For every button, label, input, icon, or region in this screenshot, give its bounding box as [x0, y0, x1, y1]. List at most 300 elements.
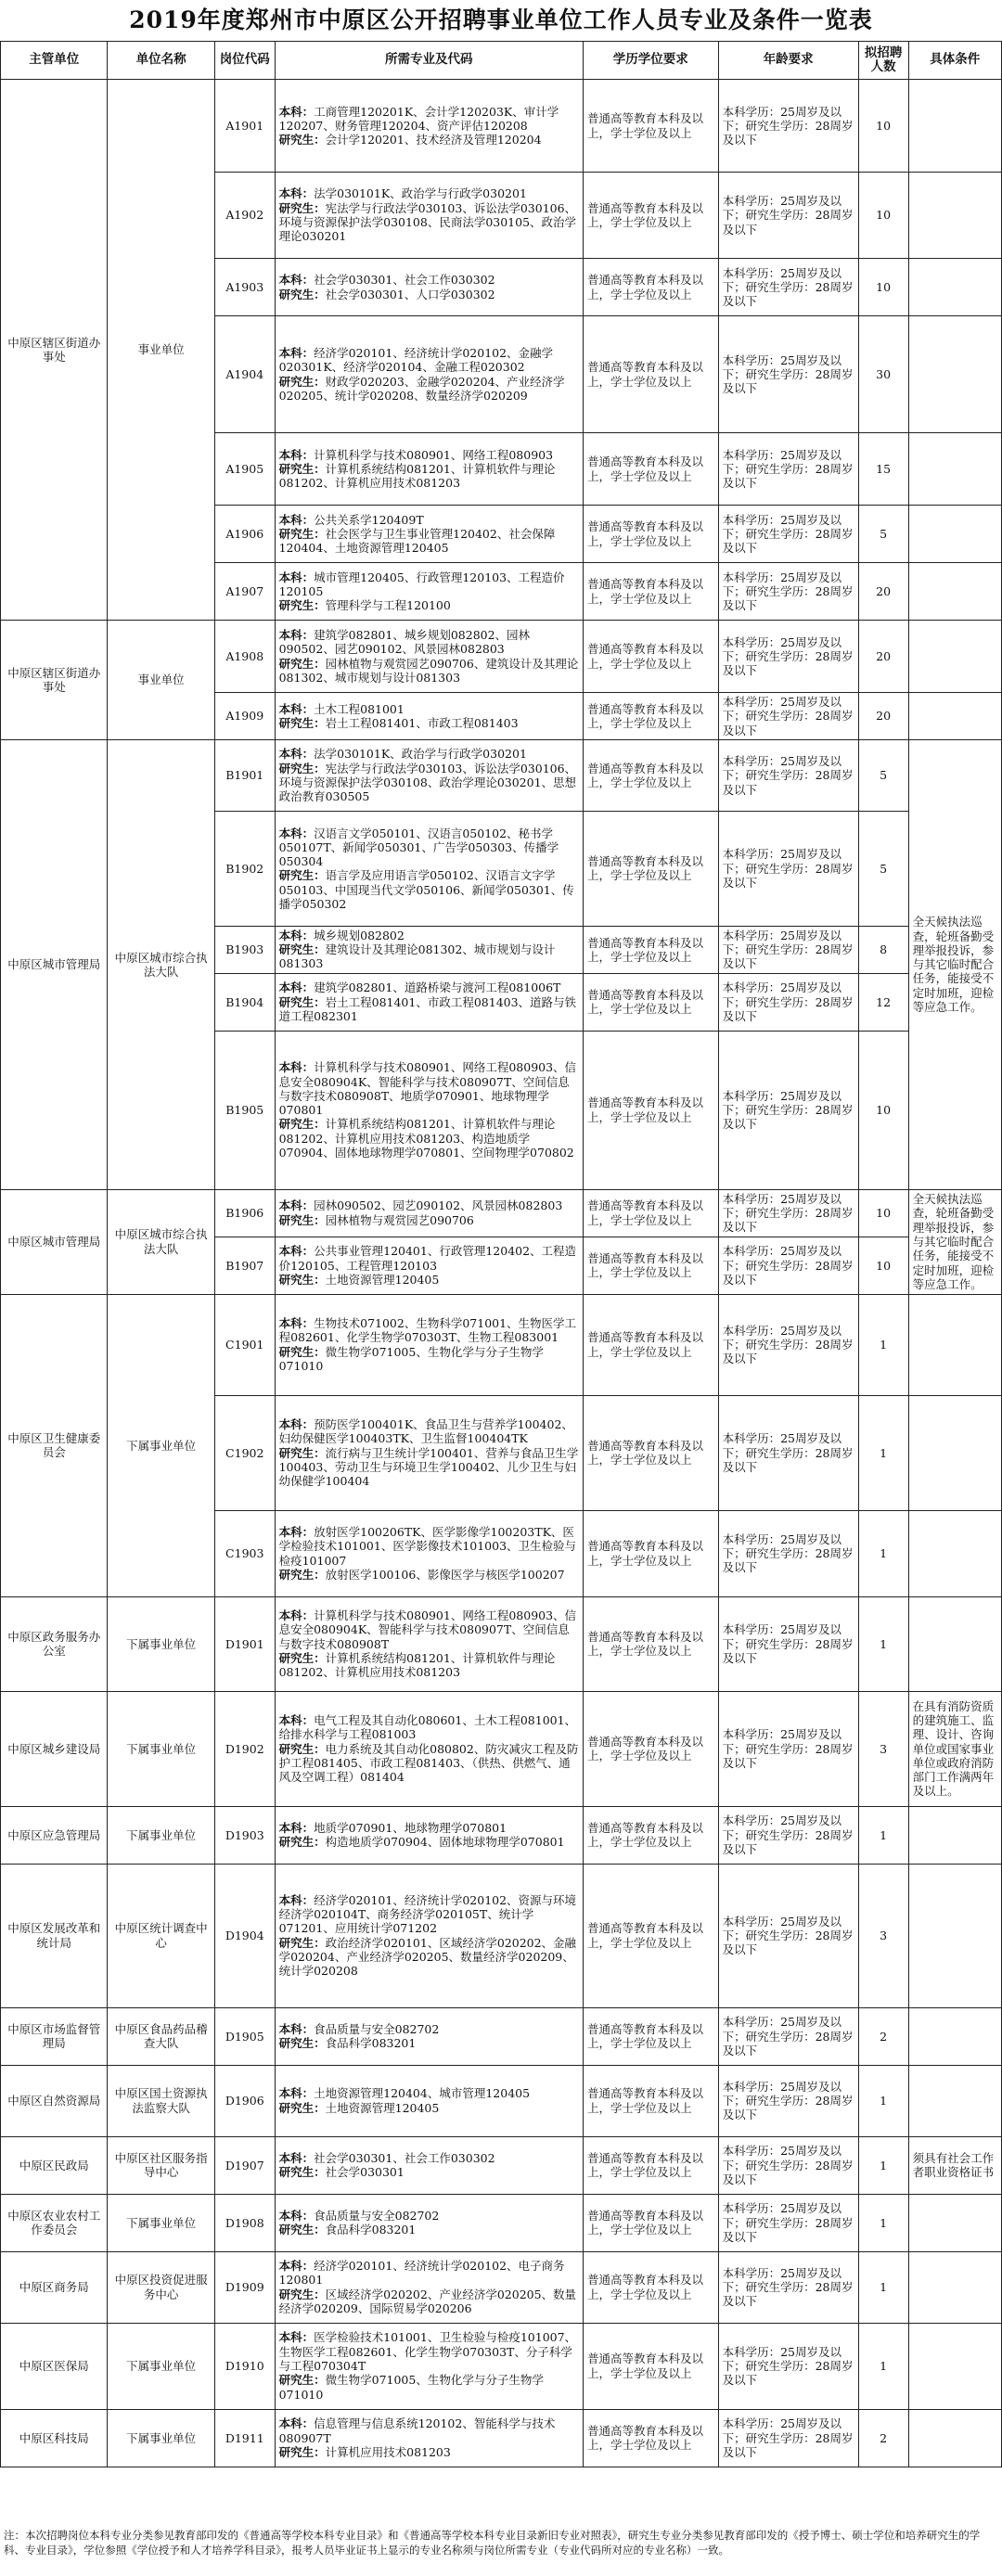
unit-cell: 下属事业单位: [108, 2323, 214, 2409]
count-cell: 8: [858, 926, 908, 973]
unit-cell: 中原区统计调查中心: [108, 1864, 214, 2007]
education-cell: 普通高等教育本科及以上，学士学位及以上: [583, 2007, 718, 2065]
degree-label: 研究生：: [278, 200, 326, 215]
age-cell: 本科学历：25周岁及以下；研究生学历：28周岁及以下: [718, 433, 858, 506]
major-codes: 汉语言文学050101、汉语言050102、秘书学050107T、新闻学050301、广告学050303、传播学050304: [278, 826, 559, 869]
major-codes: 食品质量与安全082702: [314, 2021, 440, 2036]
major-line: [279, 273, 579, 287]
major-codes: 社会学030301、社会工作030302: [314, 273, 495, 288]
major-codes: 食品科学083201: [325, 2036, 417, 2051]
education-cell: 普通高等教育本科及以上，学士学位及以上: [583, 1189, 718, 1237]
age-cell: 本科学历：25周岁及以下；研究生学历：28周岁及以下: [718, 811, 858, 926]
degree-label: 本科：: [278, 980, 315, 995]
count-cell: 15: [858, 433, 908, 506]
degree-label: 研究生：: [278, 2100, 326, 2115]
major-cell: [275, 1510, 583, 1596]
education-cell: 普通高等教育本科及以上，学士学位及以上: [583, 973, 718, 1031]
major-cell: [275, 2136, 583, 2194]
major-line: [279, 2288, 579, 2316]
position-code-cell: D1904: [214, 1864, 275, 2007]
position-code-cell: D1907: [214, 2136, 275, 2194]
education-cell: 普通高等教育本科及以上，学士学位及以上: [583, 1237, 718, 1294]
department-cell: 中原区医保局: [1, 2323, 108, 2409]
degree-label: 研究生：: [278, 1835, 326, 1850]
position-code-cell: D1911: [214, 2409, 275, 2467]
education-cell: 普通高等教育本科及以上，学士学位及以上: [583, 80, 718, 173]
conditions-cell: [908, 2007, 1001, 2065]
position-code-cell: A1907: [214, 563, 275, 621]
major-cell: [275, 316, 583, 433]
major-cell: [275, 1596, 583, 1691]
major-line: [279, 186, 579, 200]
major-line: [279, 1345, 579, 1374]
major-codes: 建筑学082801、城乡规划082802、园林090502、园艺090102、风景园林082803: [278, 627, 531, 657]
count-cell: 20: [858, 621, 908, 693]
degree-label: 研究生：: [278, 1117, 326, 1132]
major-codes: 计算机科学与技术080901、网络工程080903、信息安全080904K、智能科学与技术080907T、空间信息与数字技术080908T: [278, 1608, 577, 1651]
department-cell: 中原区卫生健康委员会: [1, 1294, 108, 1596]
header-dept: 主管单位: [1, 42, 108, 80]
major-line: [279, 1273, 579, 1287]
table-row: [1, 2323, 1002, 2409]
major-cell: [275, 1031, 583, 1189]
degree-label: 本科：: [278, 747, 315, 762]
unit-cell: 中原区国土资源执法监察大队: [108, 2065, 214, 2136]
unit-cell: 下属事业单位: [108, 1294, 214, 1596]
conditions-cell: [908, 1510, 1001, 1596]
major-cell: [275, 1395, 583, 1510]
major-codes: 生物技术071002、生物科学071001、生物医学工程082601、化学生物学070303T、生物工程083001: [278, 1316, 577, 1345]
degree-label: 本科：: [278, 512, 315, 527]
major-line: [279, 1198, 579, 1212]
major-line: [279, 1244, 579, 1273]
major-line: [279, 1060, 579, 1117]
major-line: [279, 2165, 579, 2179]
major-codes: 工商管理120201K、会计学120203K、审计学120207、财务管理120204、资产评估120208: [278, 104, 559, 133]
major-codes: 宪法学与行政法学030103、诉讼法学030106、环境与资源保护法学030108、政治学理论030201、思想政治教育030505: [278, 761, 577, 804]
major-codes: 管理科学与工程120100: [325, 598, 451, 613]
major-codes: 放射医学100106、影像医学与核医学100207: [325, 1567, 565, 1582]
major-codes: 岩土工程081401、市政工程081403: [325, 715, 519, 730]
major-cell: [275, 2409, 583, 2467]
major-cell: [275, 1189, 583, 1237]
count-cell: 10: [858, 1031, 908, 1189]
major-line: [279, 346, 579, 375]
count-cell: 5: [858, 506, 908, 563]
conditions-cell: [908, 173, 1001, 259]
major-codes: 土木工程081001: [314, 701, 405, 716]
age-cell: 本科学历：25周岁及以下；研究生学历：28周岁及以下: [718, 693, 858, 740]
unit-cell: 中原区城市综合执法大队: [108, 1189, 214, 1294]
position-code-cell: A1905: [214, 433, 275, 506]
major-codes: 园林植物与观赏园艺090706: [325, 1212, 474, 1227]
degree-label: 研究生：: [278, 526, 326, 541]
major-line: [279, 375, 579, 404]
age-cell: 本科学历：25周岁及以下；研究生学历：28周岁及以下: [718, 2409, 858, 2467]
major-codes: 医学检验技术101001、卫生检验与检疫101007、生物医学工程082601、化学生物学070303T、分子科学与工程070304T: [278, 2330, 577, 2374]
count-cell: 3: [858, 1691, 908, 1806]
major-codes: 建筑学082801、道路桥梁与渡河工程081006T: [314, 980, 561, 995]
major-cell: [275, 259, 583, 316]
major-line: [279, 1417, 579, 1446]
position-code-cell: D1905: [214, 2007, 275, 2065]
degree-label: 研究生：: [278, 1212, 326, 1227]
major-line: [279, 942, 579, 971]
major-line: [279, 2259, 579, 2288]
age-cell: 本科学历：25周岁及以下；研究生学历：28周岁及以下: [718, 506, 858, 563]
unit-cell: 事业单位: [108, 80, 214, 621]
department-cell: 中原区农业农村工作委员会: [1, 2194, 108, 2251]
major-line: [279, 598, 579, 612]
major-cell: [275, 1294, 583, 1395]
age-cell: 本科学历：25周岁及以下；研究生学历：28周岁及以下: [718, 1395, 858, 1510]
major-line: [279, 1713, 579, 1742]
degree-label: 本科：: [278, 1892, 315, 1907]
major-cell: [275, 1806, 583, 1864]
age-cell: 本科学历：25周岁及以下；研究生学历：28周岁及以下: [718, 973, 858, 1031]
age-cell: 本科学历：25周岁及以下；研究生学历：28周岁及以下: [718, 563, 858, 621]
major-codes: 公共关系学120409T: [314, 512, 424, 527]
major-line: [279, 1568, 579, 1582]
degree-label: 本科：: [278, 2021, 315, 2036]
unit-cell: 中原区投资促进服务中心: [108, 2251, 214, 2323]
major-codes: 建筑设计及其理论081302、城市规划与设计081303: [278, 942, 556, 971]
major-codes: 经济学020101、经济统计学020102、电子商务120801: [278, 2259, 565, 2288]
age-cell: 本科学历：25周岁及以下；研究生学历：28周岁及以下: [718, 1864, 858, 2007]
major-line: [279, 1651, 579, 1680]
degree-label: 本科：: [278, 826, 315, 840]
major-codes: 土地资源管理120404、城市管理120405: [314, 2086, 531, 2101]
table-row: [1, 1189, 1002, 1237]
major-codes: 经济学020101、经济统计学020102、金融学020301K、经济学020104、金融工程020302: [278, 345, 554, 375]
count-cell: 5: [858, 811, 908, 926]
age-cell: 本科学历：25周岁及以下；研究生学历：28周岁及以下: [718, 173, 858, 259]
major-cell: [275, 926, 583, 973]
count-cell: 12: [858, 973, 908, 1031]
major-line: [279, 2209, 579, 2223]
major-line: [279, 1525, 579, 1568]
major-codes: 信息管理与信息系统120102、智能科学与技术080907T: [278, 2416, 556, 2445]
education-cell: 普通高等教育本科及以上，学士学位及以上: [583, 811, 718, 926]
major-codes: 财政学020203、金融学020204、产业经济学020205、统计学020208、数量经济学020209: [278, 374, 565, 403]
major-line: [279, 1835, 579, 1849]
position-code-cell: D1901: [214, 1596, 275, 1691]
major-cell: [275, 433, 583, 506]
major-codes: 经济学020101、经济统计学020102、资源与环境经济学020104T、商务经济学020105T、统计学071201、应用统计学071202: [278, 1892, 577, 1936]
major-cell: [275, 1237, 583, 1294]
degree-label: 本科：: [278, 1416, 315, 1431]
major-line: [279, 929, 579, 942]
major-line: [279, 1316, 579, 1345]
major-line: [279, 570, 579, 599]
education-cell: 普通高等教育本科及以上，学士学位及以上: [583, 316, 718, 433]
major-cell: [275, 2194, 583, 2251]
major-line: [279, 980, 579, 994]
major-line: [279, 1821, 579, 1835]
education-cell: 普通高等教育本科及以上，学士学位及以上: [583, 2136, 718, 2194]
major-codes: 构造地质学070904、固体地球物理学070801: [325, 1835, 565, 1850]
degree-label: 研究生：: [278, 2373, 326, 2388]
position-code-cell: B1903: [214, 926, 275, 973]
age-cell: 本科学历：25周岁及以下；研究生学历：28周岁及以下: [718, 2065, 858, 2136]
conditions-cell: [908, 621, 1001, 693]
major-line: [279, 716, 579, 730]
major-line: [279, 1608, 579, 1651]
department-cell: 中原区商务局: [1, 2251, 108, 2323]
count-cell: 10: [858, 1189, 908, 1237]
header-age: 年龄要求: [718, 42, 858, 80]
department-cell: 中原区市场监督管理局: [1, 2007, 108, 2065]
major-codes: 社会学030301、人口学030302: [325, 287, 495, 301]
age-cell: 本科学历：25周岁及以下；研究生学历：28周岁及以下: [718, 1031, 858, 1189]
major-codes: 社会学030301: [325, 2165, 405, 2180]
table-row: [1, 2065, 1002, 2136]
major-cell: [275, 739, 583, 811]
count-cell: 10: [858, 259, 908, 316]
degree-label: 本科：: [278, 627, 315, 642]
education-cell: 普通高等教育本科及以上，学士学位及以上: [583, 506, 718, 563]
department-cell: 中原区辖区街道办事处: [1, 621, 108, 740]
education-cell: 普通高等教育本科及以上，学士学位及以上: [583, 693, 718, 740]
major-codes: 电力系统及其自动化080802、防灾减灾工程及防护工程081405、市政工程081403、（供热、供燃气、通风及空调工程）081404: [278, 1741, 579, 1785]
degree-label: 本科：: [278, 1198, 315, 1213]
education-cell: 普通高等教育本科及以上，学士学位及以上: [583, 1864, 718, 2007]
degree-label: 本科：: [278, 186, 315, 201]
major-line: [279, 201, 579, 244]
conditions-cell: [908, 693, 1001, 740]
position-code-cell: B1905: [214, 1031, 275, 1189]
position-code-cell: A1903: [214, 259, 275, 316]
position-code-cell: B1901: [214, 739, 275, 811]
conditions-cell: 全天候执法巡查，轮班备勤受理举报投诉，参与其它临时配合任务，能接受不定时加班，迎检等应急工作。: [908, 739, 1001, 1189]
degree-label: 研究生：: [278, 2223, 326, 2237]
major-codes: 公共事业管理120401、行政管理120402、工程造价120105、工程管理120103: [278, 1244, 577, 1273]
department-cell: 中原区民政局: [1, 2136, 108, 2194]
degree-label: 本科：: [278, 2150, 315, 2165]
major-codes: 计算机科学与技术080901、网络工程080903、信息安全080904K、智能科学与技术080907T、空间信息与数字技术080908T、地质学070901、地球物理学070801: [278, 1060, 577, 1118]
education-cell: 普通高等教育本科及以上，学士学位及以上: [583, 563, 718, 621]
major-line: [279, 2373, 579, 2402]
page-title: 2019年度郑州市中原区公开招聘事业单位工作人员专业及条件一览表: [129, 6, 873, 33]
age-cell: 本科学历：25周岁及以下；研究生学历：28周岁及以下: [718, 259, 858, 316]
major-codes: 微生物学071005、生物化学与分子生物学071010: [278, 2373, 544, 2402]
education-cell: 普通高等教育本科及以上，学士学位及以上: [583, 1806, 718, 1864]
table-row: [1, 621, 1002, 693]
education-cell: 普通高等教育本科及以上，学士学位及以上: [583, 2323, 718, 2409]
education-cell: 普通高等教育本科及以上，学士学位及以上: [583, 433, 718, 506]
major-line: [279, 1936, 579, 1979]
degree-label: 研究生：: [278, 2165, 326, 2180]
major-codes: 食品科学083201: [325, 2223, 417, 2237]
degree-label: 研究生：: [278, 2036, 326, 2051]
major-line: [279, 513, 579, 527]
major-line: [279, 133, 579, 147]
major-codes: 土地资源管理120405: [325, 2100, 440, 2115]
count-cell: 1: [858, 1294, 908, 1395]
major-codes: 预防医学100401K、食品卫生与营养学100402、妇幼保健医学100403TK、卫生监督100404TK: [278, 1416, 573, 1446]
position-code-cell: D1908: [214, 2194, 275, 2251]
count-cell: 3: [858, 1864, 908, 2007]
major-codes: 食品质量与安全082702: [314, 2208, 440, 2223]
education-cell: 普通高等教育本科及以上，学士学位及以上: [583, 1596, 718, 1691]
position-code-cell: A1904: [214, 316, 275, 433]
header-count: 拟招聘人数: [858, 42, 908, 80]
degree-label: 研究生：: [278, 2444, 326, 2459]
major-codes: 计算机应用技术081203: [325, 2444, 451, 2459]
major-codes: 园林090502、园艺090102、风景园林082803: [314, 1198, 563, 1213]
unit-cell: 下属事业单位: [108, 2194, 214, 2251]
degree-label: 研究生：: [278, 761, 326, 775]
table-row: [1, 2136, 1002, 2194]
count-cell: 10: [858, 173, 908, 259]
conditions-cell: [908, 1596, 1001, 1691]
count-cell: 1: [858, 2136, 908, 2194]
major-line: [279, 1117, 579, 1160]
conditions-cell: [908, 2194, 1001, 2251]
degree-label: 本科：: [278, 1820, 315, 1835]
age-cell: 本科学历：25周岁及以下；研究生学历：28周岁及以下: [718, 1691, 858, 1806]
conditions-cell: [908, 316, 1001, 433]
degree-label: 本科：: [278, 104, 315, 119]
position-code-cell: D1902: [214, 1691, 275, 1806]
degree-label: 本科：: [278, 273, 315, 288]
degree-label: 本科：: [278, 345, 315, 360]
degree-label: 研究生：: [278, 1445, 326, 1460]
major-line: [279, 2022, 579, 2036]
conditions-cell: 全天候执法巡查，轮班备勤受理举报投诉，参与其它临时配合任务，能接受不定时加班，迎检等应急工作。: [908, 1189, 1001, 1294]
age-cell: 本科学历：25周岁及以下；研究生学历：28周岁及以下: [718, 1189, 858, 1237]
major-cell: [275, 693, 583, 740]
education-cell: 普通高等教育本科及以上，学士学位及以上: [583, 1294, 718, 1395]
degree-label: 研究生：: [278, 287, 326, 301]
count-cell: 1: [858, 1395, 908, 1510]
count-cell: 1: [858, 1510, 908, 1596]
major-line: [279, 868, 579, 911]
position-code-cell: C1901: [214, 1294, 275, 1395]
major-line: [279, 747, 579, 761]
unit-cell: 中原区食品药品稽查大队: [108, 2007, 214, 2065]
degree-label: 研究生：: [278, 715, 326, 730]
unit-cell: 下属事业单位: [108, 1596, 214, 1691]
degree-label: 本科：: [278, 447, 315, 462]
education-cell: 普通高等教育本科及以上，学士学位及以上: [583, 259, 718, 316]
conditions-cell: 须具有社会工作者职业资格证书: [908, 2136, 1001, 2194]
age-cell: 本科学历：25周岁及以下；研究生学历：28周岁及以下: [718, 2194, 858, 2251]
major-codes: 计算机系统结构081201、计算机软件与理论081202、计算机应用技术081203: [278, 1650, 556, 1680]
major-line: [279, 657, 579, 686]
department-cell: 中原区城市管理局: [1, 1189, 108, 1294]
conditions-cell: [908, 80, 1001, 173]
major-line: [279, 2086, 579, 2100]
education-cell: 普通高等教育本科及以上，学士学位及以上: [583, 2251, 718, 2323]
major-codes: 社会学030301、社会工作030302: [314, 2150, 495, 2165]
degree-label: 研究生：: [278, 868, 326, 883]
unit-cell: 中原区城市综合执法大队: [108, 739, 214, 1189]
table-row: [1, 80, 1002, 173]
position-code-cell: B1906: [214, 1189, 275, 1237]
position-code-cell: A1902: [214, 173, 275, 259]
degree-label: 本科：: [278, 2086, 315, 2101]
department-cell: 中原区政务服务办公室: [1, 1596, 108, 1691]
major-cell: [275, 563, 583, 621]
degree-label: 本科：: [278, 2416, 315, 2431]
age-cell: 本科学历：25周岁及以下；研究生学历：28周岁及以下: [718, 1237, 858, 1294]
conditions-cell: [908, 1864, 1001, 2007]
major-cell: [275, 2251, 583, 2323]
degree-label: 研究生：: [278, 994, 326, 1009]
conditions-cell: [908, 1395, 1001, 1510]
table-row: [1, 2194, 1002, 2251]
age-cell: 本科学历：25周岁及以下；研究生学历：28周岁及以下: [718, 1806, 858, 1864]
education-cell: 普通高等教育本科及以上，学士学位及以上: [583, 2194, 718, 2251]
major-line: [279, 702, 579, 716]
major-codes: 会计学120201、技术经济及管理120204: [325, 133, 542, 147]
major-codes: 微生物学071005、生物化学与分子生物学071010: [278, 1344, 544, 1373]
degree-label: 研究生：: [278, 598, 326, 613]
major-cell: [275, 811, 583, 926]
count-cell: 1: [858, 2251, 908, 2323]
degree-label: 本科：: [278, 2259, 315, 2274]
major-line: [279, 2330, 579, 2373]
major-codes: 流行病与卫生统计学100401、营养与食品卫生学100403、劳动卫生与环境卫生学100402、儿少卫生与妇幼保健学100404: [278, 1445, 579, 1489]
major-line: [279, 2416, 579, 2445]
conditions-cell: [908, 506, 1001, 563]
age-cell: 本科学历：25周岁及以下；研究生学历：28周岁及以下: [718, 2136, 858, 2194]
age-cell: 本科学历：25周岁及以下；研究生学历：28周岁及以下: [718, 1294, 858, 1395]
unit-cell: 下属事业单位: [108, 1806, 214, 1864]
degree-label: 本科：: [278, 1712, 315, 1727]
conditions-cell: [908, 2251, 1001, 2323]
count-cell: 2: [858, 2409, 908, 2467]
major-codes: 土地资源管理120405: [325, 1272, 440, 1287]
education-cell: 普通高等教育本科及以上，学士学位及以上: [583, 1395, 718, 1510]
degree-label: 研究生：: [278, 2287, 326, 2301]
degree-label: 研究生：: [278, 1741, 326, 1756]
table-row: [1, 2251, 1002, 2323]
major-cell: [275, 621, 583, 693]
major-line: [279, 2151, 579, 2165]
conditions-cell: [908, 2323, 1001, 2409]
department-cell: 中原区应急管理局: [1, 1806, 108, 1864]
major-line: [279, 995, 579, 1024]
conditions-cell: [908, 1806, 1001, 1864]
degree-label: 本科：: [278, 1525, 315, 1540]
major-codes: 语言学及应用语言学050102、汉语言文字学050103、中国现当代文学050106、新闻学050301、传播学050302: [278, 868, 574, 911]
table-row: [1, 1864, 1002, 2007]
degree-label: 本科：: [278, 1316, 315, 1331]
major-line: [279, 105, 579, 134]
degree-label: 本科：: [278, 928, 315, 942]
position-code-cell: A1906: [214, 506, 275, 563]
age-cell: 本科学历：25周岁及以下；研究生学历：28周岁及以下: [718, 1510, 858, 1596]
conditions-cell: 在具有消防资质的建筑施工、监理、设计、咨询单位或国家事业单位或政府消防部门工作满两年及以上。: [908, 1691, 1001, 1806]
position-code-cell: D1910: [214, 2323, 275, 2409]
position-code-cell: D1906: [214, 2065, 275, 2136]
header-conditions: 具体条件: [908, 42, 1001, 80]
count-cell: 1: [858, 1806, 908, 1864]
table-row: [1, 1691, 1002, 1806]
unit-cell: 中原区社区服务指导中心: [108, 2136, 214, 2194]
count-cell: 10: [858, 1237, 908, 1294]
education-cell: 普通高等教育本科及以上，学士学位及以上: [583, 2065, 718, 2136]
age-cell: 本科学历：25周岁及以下；研究生学历：28周岁及以下: [718, 80, 858, 173]
major-line: [279, 827, 579, 869]
degree-label: 研究生：: [278, 1567, 326, 1582]
education-cell: 普通高等教育本科及以上，学士学位及以上: [583, 926, 718, 973]
major-codes: 岩土工程081401、市政工程081403、道路与铁道工程082301: [278, 994, 577, 1023]
count-cell: 20: [858, 563, 908, 621]
major-line: [279, 288, 579, 301]
